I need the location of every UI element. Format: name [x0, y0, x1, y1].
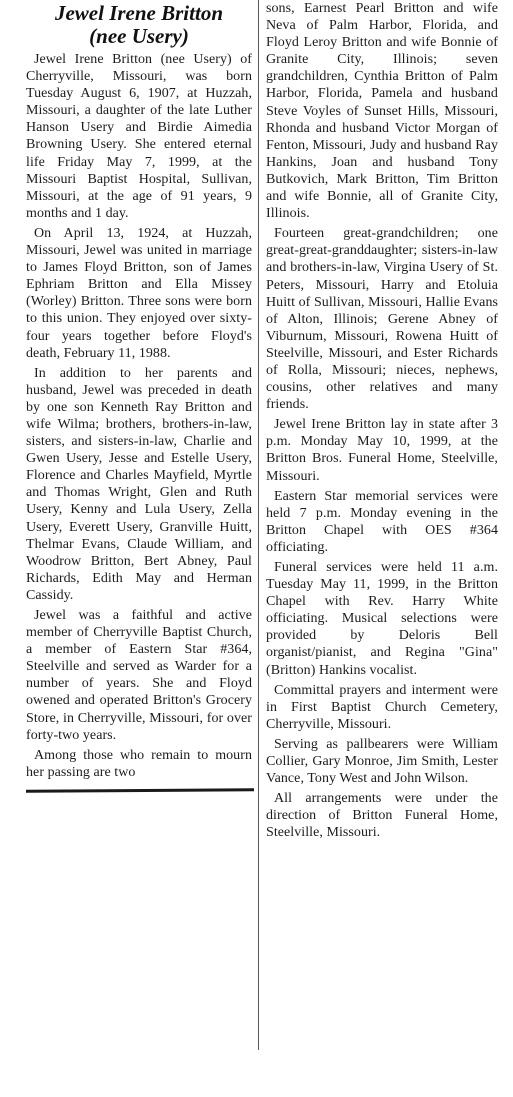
paragraph-survivors-start: Among those who remain to mourn her passing are two [26, 747, 252, 780]
paragraph-arrangements: All arrangements were under the direction of Britton Funeral Home, Steelville, Missouri. [266, 791, 498, 841]
paragraph-church-and-store: Jewel was a faithful and active member of Cherryville Baptist Church, a member of Eastern Star #364, Steelville and served as Warder for a number of years. She and Floyd owened and operated Britton's Grocery Store, in Cherryville, Missouri, for over forty-two years. [26, 608, 252, 743]
paragraph-great-grandchildren: Fourteen great-grandchildren; one great-great-granddaughter; sisters-in-law and brothers-in-law, Virgina Usery of St. Peters, Missouri, Harry and Etoluia Huitt of Sullivan, Missouri, Hallie Evans of Alton, Illinois; Gerene Abney of Viburnum, Missouri, Rowena Huitt of Steelville, Missouri, and Ester Richards of Rolla, Missouri; nieces, nephews, cousins, other relatives and many friends. [266, 226, 498, 413]
paragraph-lay-in-state: Jewel Irene Britton lay in state after 3 p.m. Monday May 10, 1999, at the Britton Bros. Funeral Home, Steelville, Missouri. [266, 417, 498, 484]
paragraph-birth-death: Jewel Irene Britton (nee Usery) of Cherryville, Missouri, was born Tuesday August 6, 1907, at Huzzah, Missouri, a daughter of the late Luther Hanson Usery and Birdie Aimedia Browning Usery. She entered eternal life Friday May 7, 1999, at the Missouri Baptist Hospital, Sullivan, Missouri, at the age of 91 years, 9 months and 1 day. [26, 52, 252, 221]
paragraph-committal: Committal prayers and interment were in First Baptist Church Cemetery, Cherryville, Missouri. [266, 682, 498, 732]
paragraph-survivors-continued: sons, Earnest Pearl Britton and wife Neva of Palm Harbor, Florida, and Floyd Leroy Britton and wife Bonnie of Granite City, Illinois; seven grandchildren, Cynthia Britton of Palm Harbor, Florida, Pamela and husband Steve Voyles of Sunset Hills, Missouri, Rhonda and husband Victor Morgan of Fenton, Missouri, Judy and husband Ray Hankins, Joan and husband Tony Butkovich, Mark Britton, Tim Britton and wife Bonnie, all of Granite City, Illinois. [266, 1, 498, 222]
obituary-title [26, 2, 252, 48]
paragraph-pallbearers: Serving as pallbearers were William Collier, Gary Monroe, Jim Smith, Lester Vance, Tony West and John Wilson. [266, 736, 498, 787]
paragraph-funeral-services: Funeral services were held 11 a.m. Tuesday May 11, 1999, in the Britton Chapel with Rev. Harry White officiating. Musical selections were provided by Deloris Bell organist/pianist, and Regina "Gina" (Britton) Hankins vocalist. [266, 560, 498, 678]
title-name: Jewel Irene Britton [54, 1, 223, 25]
column-divider-line [258, 0, 259, 1050]
paragraph-preceded-in-death: In addition to her parents and husband, Jewel was preceded in death by one son Kenneth Ray Britton and wife Wilma; brothers, brothers-in-law, sisters, and sisters-in-law, Charlie and Gwen Usery, Jesse and Estelle Usery, Florence and Charles Mayfield, Myrtle and Thomas Wright, Glen and Ruth Usery, Kenny and Lula Usery, Zella Usery, Everett Usery, Granville Huitt, Thelmar Evans, Claude William, and Woodrow Britton, Bert Abney, Paul Richards, Edith May and Herman Cassidy. [26, 365, 252, 603]
left-column [26, 0, 252, 792]
bottom-rule-line [26, 788, 254, 793]
title-maiden-name: (nee Usery) [89, 24, 189, 48]
right-column [266, 0, 498, 842]
paragraph-marriage: On April 13, 1924, at Huzzah, Missouri, Jewel was united in marriage to James Floyd Britton, son of James Ephriam Britton and Ella Missey (Worley) Britton. Three sons were born to this union. They enjoyed over sixty-four years together before Floyd's death, February 11, 1988. [26, 225, 252, 361]
paragraph-eastern-star: Eastern Star memorial services were held 7 p.m. Monday evening in the Britton Chapel with OES #364 officiating. [266, 488, 498, 555]
